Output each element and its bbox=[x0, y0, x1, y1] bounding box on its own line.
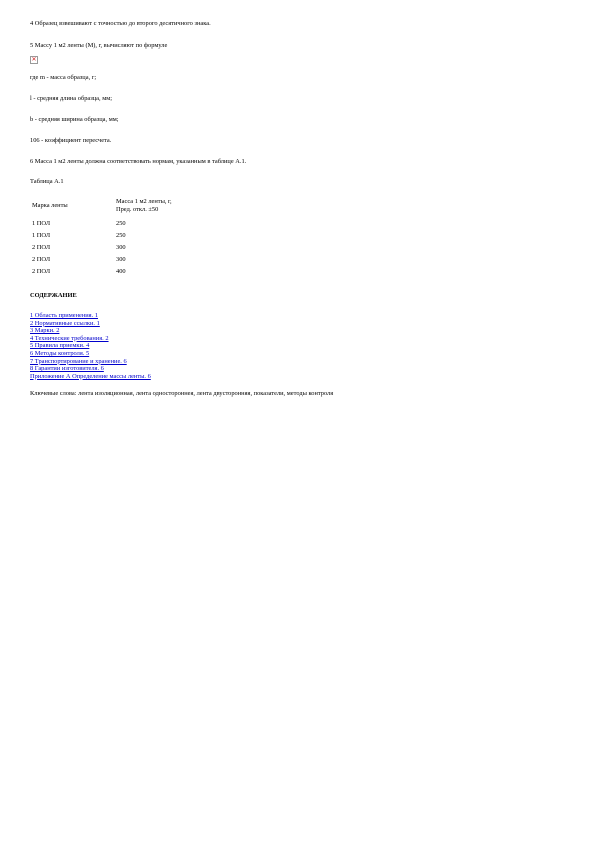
table-cell-mark: 2 ПОЛ bbox=[32, 244, 51, 251]
paragraph-mass-formula-intro: 5 Массу 1 м2 ленты (М), г, вычисляют по формуле bbox=[30, 42, 168, 49]
table-cell-mass: 250 bbox=[116, 232, 126, 239]
toc-list bbox=[30, 312, 570, 380]
broken-image-x-icon: ✕ bbox=[31, 56, 37, 63]
table-header-row bbox=[30, 194, 218, 218]
table-cell-mark: 1 ПОЛ bbox=[32, 232, 51, 239]
table-cell-mark: 1 ПОЛ bbox=[32, 220, 51, 227]
toc-link-technical-requirements[interactable]: 4 Технические требования. 2 bbox=[30, 334, 109, 342]
table-row bbox=[30, 254, 218, 266]
table-cell-mass: 400 bbox=[116, 268, 126, 275]
table-cell-mark: 2 ПОЛ bbox=[32, 256, 51, 263]
broken-formula-image-icon bbox=[30, 56, 38, 64]
table-header-mass-line1: Масса 1 м2 ленты, г, bbox=[116, 198, 172, 205]
paragraph-weighing: 4 Образец взвешивают с точностью до второго десятичного знака. bbox=[30, 20, 211, 27]
toc-title: СОДЕРЖАНИЕ bbox=[30, 292, 77, 299]
paragraph-coefficient: 106 - коэффициент пересчета. bbox=[30, 137, 112, 144]
table-row bbox=[30, 242, 218, 254]
toc-link-grades[interactable]: 3 Марки. 2 bbox=[30, 327, 60, 335]
table-header-mass-line2: Пред. откл. ±50 bbox=[116, 206, 159, 213]
paragraph-norms: 6 Масса 1 м2 ленты должна соответствовать нормам, указанным в таблице А.1. bbox=[30, 158, 247, 165]
table-header-mark: Марка ленты bbox=[32, 202, 68, 209]
table-header-mass bbox=[114, 194, 218, 218]
paragraph-where-m: где m - масса образца, г; bbox=[30, 74, 97, 81]
document-page bbox=[30, 20, 570, 398]
toc-link-warranty[interactable]: 8 Гарантии изготовителя. 6 bbox=[30, 365, 104, 373]
table-row bbox=[30, 230, 218, 242]
toc-link-scope[interactable]: 1 Область применения. 1 bbox=[30, 312, 99, 319]
table-caption: Таблица А.1 bbox=[30, 178, 64, 185]
table-cell-mass: 300 bbox=[116, 244, 126, 251]
table-cell-mass: 250 bbox=[116, 220, 126, 227]
toc-link-acceptance-rules[interactable]: 5 Правила приемки. 4 bbox=[30, 342, 90, 350]
toc-link-test-methods[interactable]: 6 Методы контроля. 5 bbox=[30, 349, 90, 357]
mass-table bbox=[30, 194, 218, 278]
table-row bbox=[30, 218, 218, 230]
toc-link-appendix-a[interactable]: Приложение А Определение массы ленты. 6 bbox=[30, 372, 151, 380]
paragraph-width: b - средняя ширина образца, мм; bbox=[30, 116, 119, 123]
table-cell-mass: 300 bbox=[116, 256, 126, 263]
toc-link-normative-references[interactable]: 2 Нормативные ссылки. 1 bbox=[30, 319, 100, 327]
table-cell-mark: 2 ПОЛ bbox=[32, 268, 51, 275]
paragraph-length: l - средняя длина образца, мм; bbox=[30, 95, 113, 102]
keywords-line: Ключевые слова: лента изоляционная, лента одностороннея, лента двусторонняя, показатели, методы контроля bbox=[30, 390, 334, 398]
table-row bbox=[30, 266, 218, 278]
toc-link-transport-storage[interactable]: 7 Транспортирование и хранение. 6 bbox=[30, 357, 127, 365]
